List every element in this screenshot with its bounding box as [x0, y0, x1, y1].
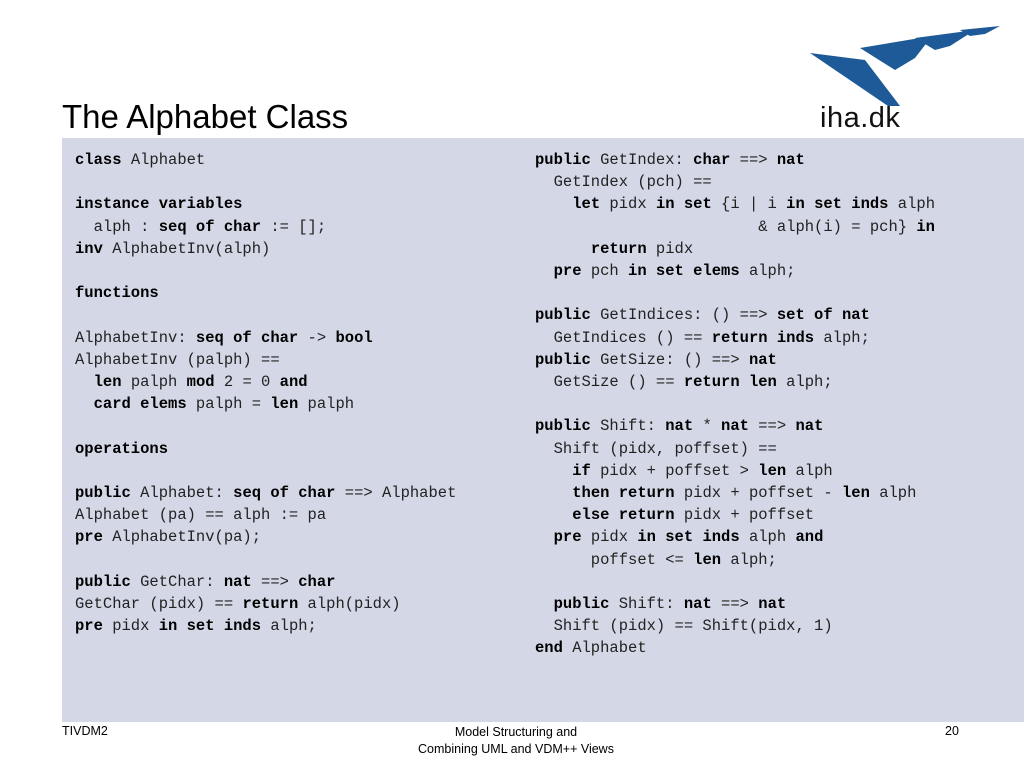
code-keyword: len [93, 373, 122, 392]
code-line [535, 571, 935, 593]
code-keyword: in set inds [637, 528, 740, 547]
code-text: pidx [581, 528, 638, 547]
code-keyword: nat [683, 595, 712, 614]
code-keyword: in set inds [786, 195, 889, 214]
code-line [535, 460, 935, 482]
code-keyword: end [535, 639, 563, 658]
code-keyword: nat [721, 417, 749, 436]
code-text [535, 240, 591, 258]
code-text: poffset <= [535, 550, 694, 569]
code-text: := []; [261, 217, 327, 236]
code-text [535, 506, 572, 524]
code-line [75, 260, 456, 282]
code-text: GetSize: () ==> [590, 350, 749, 369]
code-column-right [535, 149, 935, 660]
code-line [535, 637, 935, 659]
code-keyword: card elems [93, 395, 187, 414]
code-keyword: public [75, 484, 131, 503]
code-column-left [75, 149, 456, 637]
code-keyword: bool [335, 328, 373, 347]
code-text [535, 262, 554, 280]
code-keyword: return inds [711, 328, 815, 347]
code-text: pch [581, 262, 629, 281]
code-keyword: len [841, 484, 870, 503]
code-keyword: pre [553, 262, 582, 281]
code-text: AlphabetInv (palph) == [75, 350, 280, 369]
code-line [535, 193, 935, 215]
code-line [75, 238, 456, 260]
code-text: Shift (pidx) == Shift(pidx, 1) [535, 617, 833, 636]
code-text: palph [298, 395, 355, 414]
code-text: GetIndex: [590, 151, 694, 169]
code-text [535, 595, 554, 613]
code-keyword: seq of char [158, 217, 262, 236]
code-text: 2 = 0 [214, 373, 280, 392]
code-keyword: in set inds [158, 617, 262, 636]
code-line [535, 171, 935, 193]
code-text: palph [121, 373, 187, 392]
code-keyword: char [298, 572, 336, 591]
code-line [75, 460, 456, 482]
code-line [75, 415, 456, 437]
code-text: Alphabet [121, 151, 206, 169]
code-keyword: public [535, 151, 591, 169]
code-line [75, 615, 456, 637]
code-keyword: return [590, 239, 647, 258]
code-text: Shift: [590, 417, 666, 436]
code-text: * [693, 417, 722, 436]
code-line [535, 216, 935, 238]
code-text [535, 528, 554, 546]
code-text: & alph(i) = pch} [535, 217, 917, 236]
code-keyword: seq of char [233, 484, 336, 503]
code-keyword: char [693, 151, 731, 169]
code-keyword: and [279, 373, 308, 392]
slide-title: The Alphabet Class [62, 98, 349, 135]
code-keyword: in [916, 217, 935, 236]
code-text: alph [888, 195, 936, 214]
code-text [75, 395, 94, 413]
code-line [535, 282, 935, 304]
code-line [535, 549, 935, 571]
code-keyword: class [75, 151, 122, 169]
code-line [75, 171, 456, 193]
code-keyword: len [270, 395, 299, 414]
code-line [75, 304, 456, 326]
code-keyword: else return [572, 506, 675, 525]
code-text: {i | i [711, 195, 787, 214]
code-keyword: pre [553, 528, 582, 547]
code-text: pidx [646, 239, 694, 258]
footer-course-code: TIVDM2 [62, 724, 108, 738]
code-keyword: functions [75, 284, 159, 303]
code-text [75, 373, 94, 391]
code-line [75, 482, 456, 504]
code-keyword: public [535, 417, 591, 436]
code-text: pidx [102, 617, 159, 636]
code-keyword: in set [655, 195, 712, 214]
code-text: AlphabetInv: [75, 328, 196, 347]
code-text: ==> [251, 572, 299, 591]
code-text: ==> [748, 417, 796, 436]
code-text [535, 462, 572, 480]
code-keyword: seq of char [195, 328, 299, 347]
code-line [75, 349, 456, 371]
code-keyword: set of nat [776, 306, 870, 325]
code-line [535, 238, 935, 260]
code-text: Alphabet [562, 639, 647, 658]
code-line [535, 438, 935, 460]
code-text: alph [739, 528, 796, 547]
code-keyword: instance variables [75, 195, 243, 214]
code-keyword: nat [795, 417, 824, 436]
code-keyword: operations [75, 439, 169, 458]
code-text: alph; [721, 550, 777, 569]
code-line [75, 593, 456, 615]
code-text: alph; [814, 328, 870, 347]
code-line [75, 549, 456, 571]
footer-page-number: 20 [945, 724, 959, 738]
code-text: pidx + poffset - [674, 484, 842, 503]
code-line [535, 593, 935, 615]
code-line [535, 304, 935, 326]
code-keyword: if [572, 461, 591, 480]
code-line [535, 415, 935, 437]
code-text: AlphabetInv(alph) [102, 239, 271, 258]
code-keyword: nat [776, 151, 805, 169]
code-line [75, 282, 456, 304]
code-keyword: nat [748, 350, 777, 369]
code-keyword: public [553, 595, 610, 614]
code-text: alph; [261, 617, 317, 636]
code-line [535, 482, 935, 504]
code-line [75, 571, 456, 593]
code-keyword: then return [572, 484, 675, 503]
code-text: GetIndices: () ==> [590, 306, 777, 325]
code-text: Shift: [609, 595, 684, 614]
code-keyword: nat [223, 572, 252, 591]
footer-title-line2: Combining UML and VDM++ Views [418, 742, 614, 756]
code-keyword: public [535, 350, 591, 369]
code-text: alph [786, 461, 833, 480]
code-text: -> [298, 328, 336, 347]
code-keyword: len [758, 461, 787, 480]
code-text [535, 195, 572, 213]
code-keyword: public [75, 572, 131, 591]
code-line [75, 438, 456, 460]
code-line [535, 615, 935, 637]
code-line [535, 504, 935, 526]
code-keyword: public [535, 306, 591, 325]
logo-text: iha.dk [820, 102, 901, 134]
code-keyword: return len [683, 373, 777, 392]
code-line [75, 216, 456, 238]
code-line [535, 260, 935, 282]
code-keyword: and [795, 528, 824, 547]
code-text: alph [869, 484, 917, 503]
code-text: ==> Alphabet [335, 484, 457, 503]
code-keyword: return [242, 595, 299, 614]
code-text: Shift (pidx, poffset) == [535, 439, 777, 458]
code-text: alph; [739, 262, 796, 281]
code-keyword: nat [758, 595, 787, 614]
code-text: GetSize () == [535, 373, 684, 392]
code-text: GetIndex (pch) == [535, 173, 712, 192]
code-text: Alphabet (pa) == alph := pa [75, 506, 327, 525]
code-keyword: in set elems [628, 262, 740, 281]
code-line [75, 327, 456, 349]
code-text: palph = [186, 395, 271, 414]
footer-title-line1: Model Structuring and [454, 725, 578, 739]
code-line [535, 526, 935, 548]
code-line [535, 349, 935, 371]
code-keyword: pre [75, 617, 103, 636]
code-line [75, 193, 456, 215]
code-line [75, 504, 456, 526]
code-text: alph : [75, 217, 159, 236]
code-line [535, 149, 935, 171]
code-keyword: inv [75, 239, 103, 258]
code-text: GetChar: [130, 572, 224, 591]
code-keyword: let [572, 195, 601, 214]
code-text: alph(pidx) [298, 595, 401, 614]
code-text: pidx + poffset > [590, 461, 759, 480]
code-text: AlphabetInv(pa); [102, 528, 262, 547]
code-text: pidx + poffset [674, 506, 815, 525]
footer-title [380, 724, 652, 758]
code-keyword: mod [186, 373, 215, 392]
code-text [535, 484, 572, 502]
code-line [535, 371, 935, 393]
code-line [75, 393, 456, 415]
code-text: pidx [600, 195, 656, 214]
code-text: ==> [730, 151, 777, 169]
code-line [75, 526, 456, 548]
code-text: ==> [711, 595, 759, 614]
code-keyword: nat [665, 417, 694, 436]
code-keyword: pre [75, 528, 103, 547]
code-text: Alphabet: [130, 484, 234, 503]
code-line [535, 393, 935, 415]
code-line [75, 371, 456, 393]
code-keyword: len [693, 550, 722, 569]
code-text: alph; [776, 373, 833, 392]
code-line [535, 327, 935, 349]
code-text: GetChar (pidx) == [75, 595, 243, 614]
code-text: GetIndices () == [535, 328, 712, 347]
code-line [75, 149, 456, 171]
